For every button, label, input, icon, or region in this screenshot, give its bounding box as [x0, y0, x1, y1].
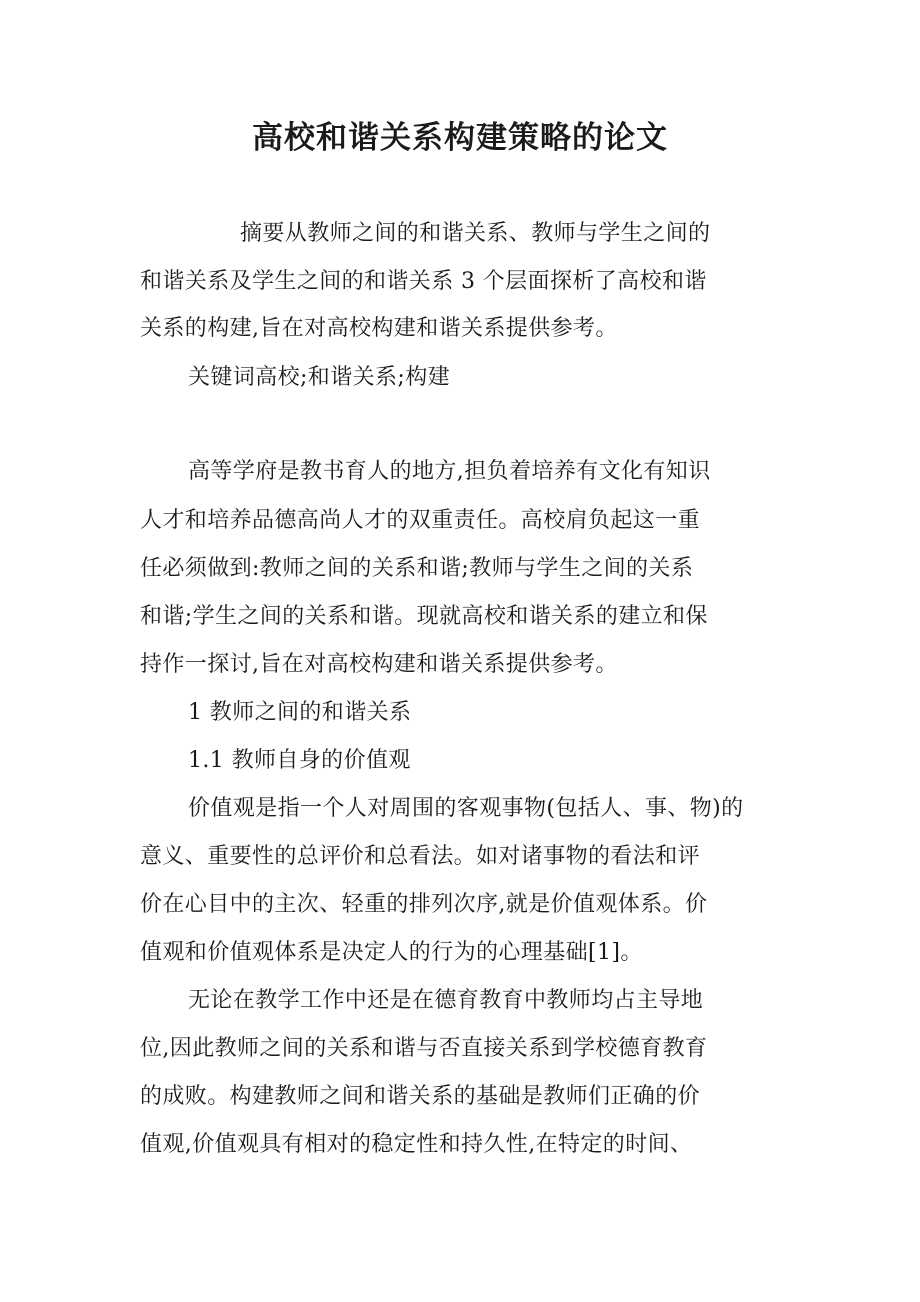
- body-line: 无论在教学工作中还是在德育教育中教师均占主导地: [188, 988, 704, 1013]
- body-line: 的成败。构建教师之间和谐关系的基础是教师们正确的价: [140, 1084, 701, 1109]
- abstract-line: 摘要从教师之间的和谐关系、教师与学生之间的: [240, 221, 711, 246]
- body-line: 价在心目中的主次、轻重的排列次序,就是价值观体系。价: [140, 892, 708, 917]
- abstract-line: 和谐关系及学生之间的和谐关系 3 个层面探析了高校和谐: [140, 269, 707, 294]
- body-line: 高等学府是教书育人的地方,担负着培养有文化有知识: [188, 459, 711, 484]
- abstract-line: 关系的构建,旨在对高校构建和谐关系提供参考。: [140, 316, 618, 341]
- body-line: 持作一探讨,旨在对高校构建和谐关系提供参考。: [140, 652, 618, 677]
- body-line: 和谐;学生之间的关系和谐。现就高校和谐关系的建立和保: [140, 604, 708, 629]
- body-line: 任必须做到:教师之间的关系和谐;教师与学生之间的关系: [140, 556, 694, 581]
- body-line: 价值观是指一个人对周围的客观事物(包括人、事、物)的: [188, 796, 744, 821]
- keywords-line: 关键词高校;和谐关系;构建: [188, 365, 451, 390]
- page-title: 高校和谐关系构建策略的论文: [252, 120, 668, 156]
- body-line: 位,因此教师之间的关系和谐与否直接关系到学校德育教育: [140, 1036, 708, 1061]
- subsection-heading: 1.1 教师自身的价值观: [188, 748, 411, 773]
- body-line: 值观和价值观体系是决定人的行为的心理基础[1]。: [140, 940, 643, 965]
- body-line: 人才和培养品德高尚人才的双重责任。高校肩负起这一重: [140, 508, 701, 533]
- section-heading: 1 教师之间的和谐关系: [188, 700, 412, 725]
- body-line: 意义、重要性的总评价和总看法。如对诸事物的看法和评: [140, 844, 701, 869]
- body-line: 值观,价值观具有相对的稳定性和持久性,在特定的时间、: [140, 1132, 693, 1157]
